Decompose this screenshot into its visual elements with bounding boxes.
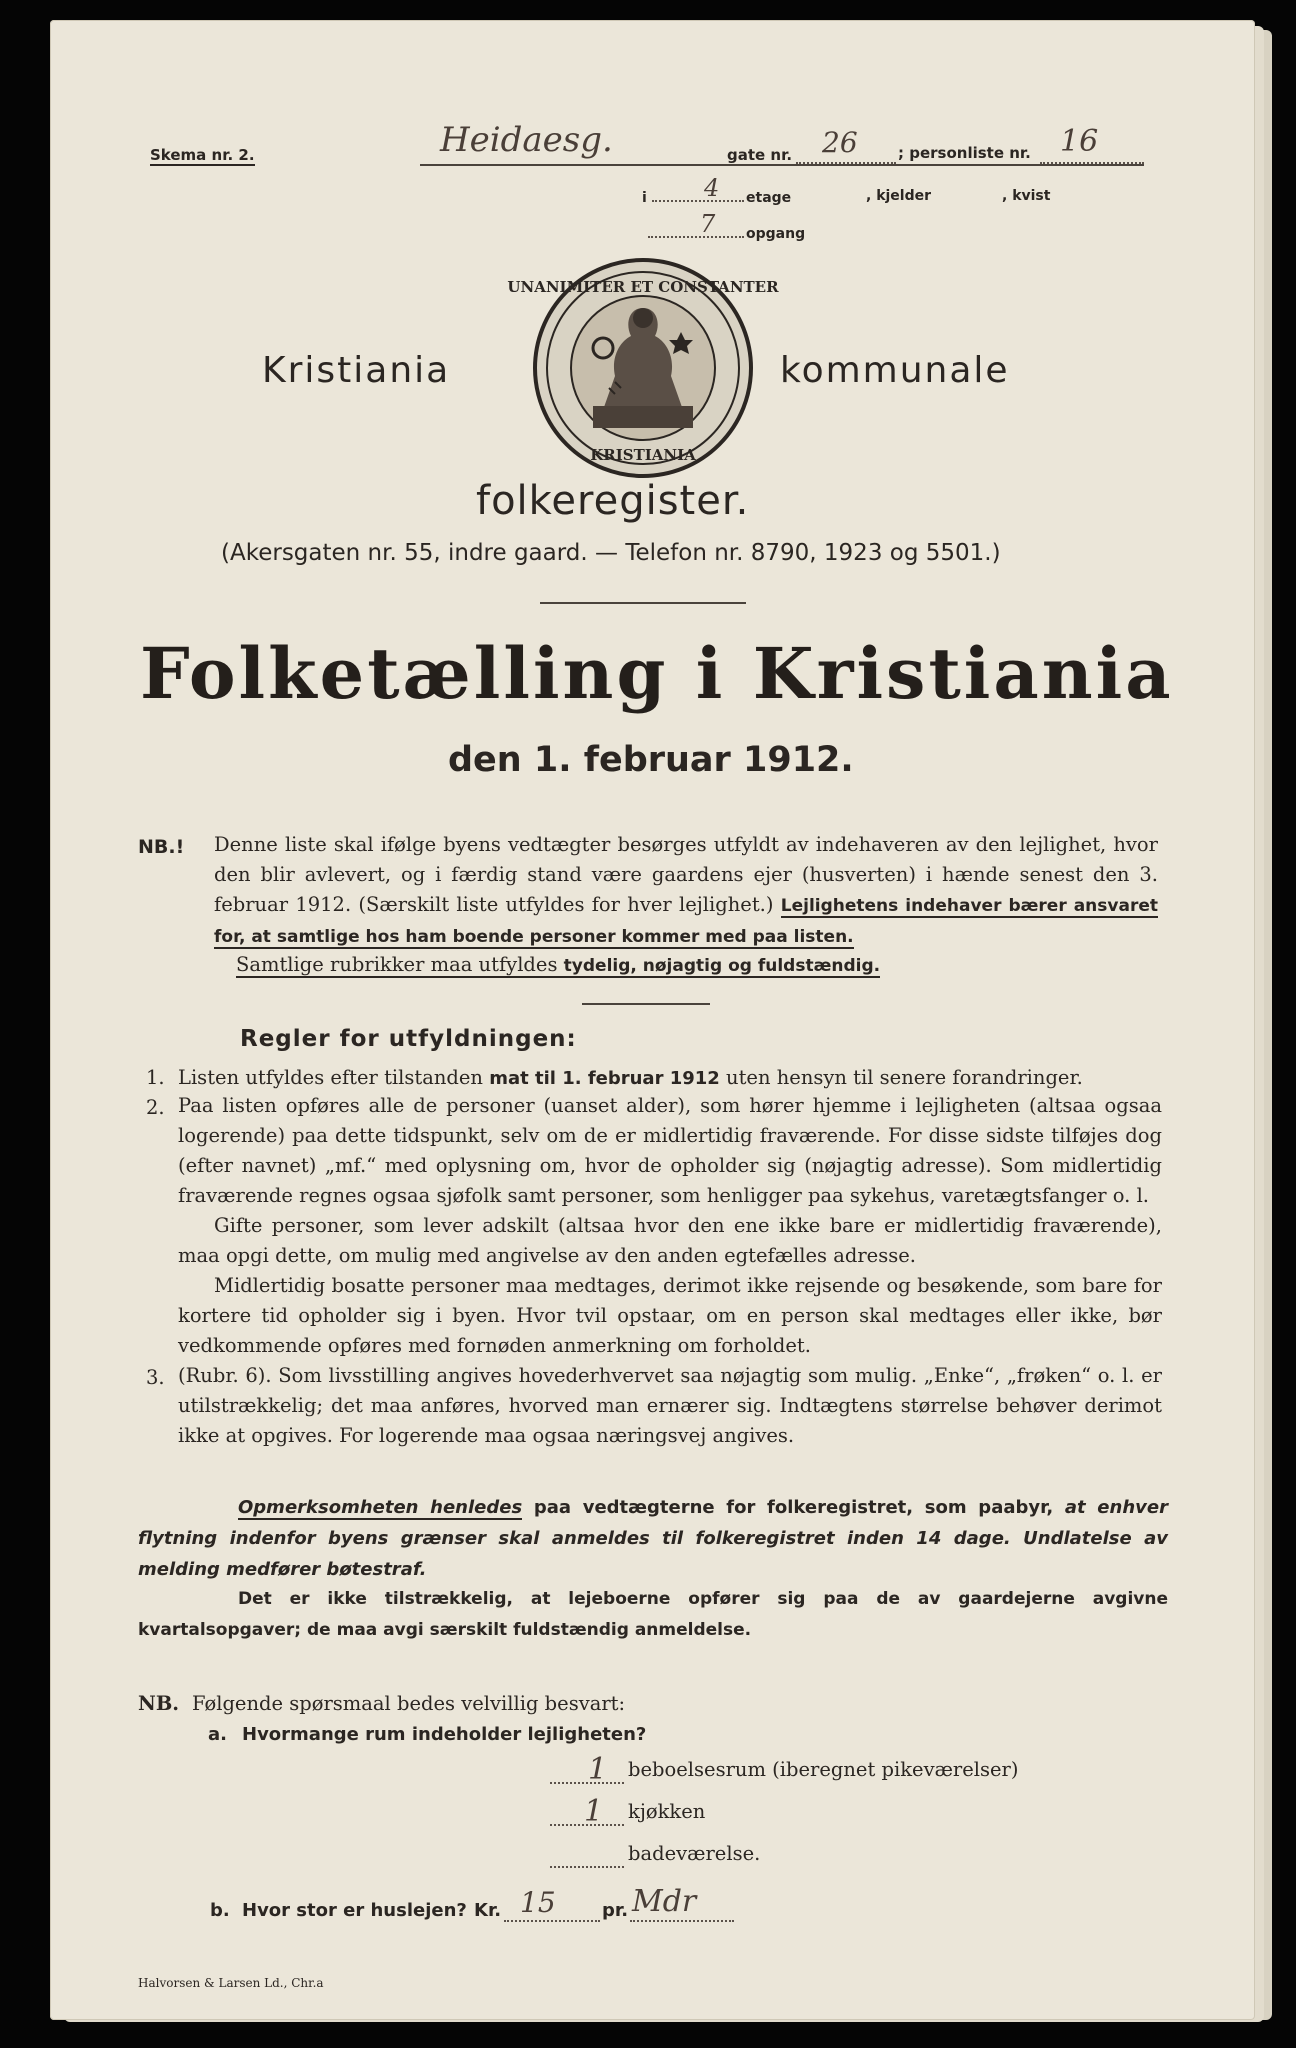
rent-line <box>504 1920 600 1922</box>
rooms-label: beboelsesrum (iberegnet pikeværelser) <box>628 1758 1019 1781</box>
personliste-label: ; personliste nr. <box>898 144 1031 162</box>
rules-heading: Regler for utfyldningen: <box>240 1026 577 1052</box>
personliste-number: 16 <box>1060 124 1099 159</box>
notice-text-3: Det er ikke tilstrækkelig, at lejeboerne opfører sig paa de av gaardejerne avgivne kvartalsopgaver; de maa avgi særskilt fuldstændig anmeldelse. <box>138 1589 1168 1640</box>
question-a-label: a. <box>208 1724 227 1745</box>
kjelder-label: , kjelder <box>866 188 932 204</box>
header-rule <box>420 164 1144 166</box>
printer-footer: Halvorsen & Larsen Ld., Chr.a <box>138 1976 324 1990</box>
nb-intro-label: NB.! <box>138 836 185 858</box>
nb-intro-line2 <box>236 953 880 978</box>
rule-1-a: Listen utfyldes efter tilstanden <box>178 1066 483 1089</box>
rule-1-b: mat til 1. februar 1912 <box>489 1068 720 1089</box>
seal-top-text: UNANIMITER ET CONSTANTER <box>507 278 779 296</box>
period-line <box>630 1920 734 1922</box>
nb-intro-bold: Lejlighetens indehaver bærer ansvaret for, at samtlige hos ham boende personer kommer med paa listen. <box>214 896 1158 947</box>
etage-line <box>652 200 744 202</box>
nb-intro-plain: Denne liste skal ifølge byens vedtægter besørges utfyldt av indehaveren av den lejlighet, hvor den blir avlevert, og i færdig stand være gaardens ejer (husverten) i hænde senest den 3. februar 1912. (Særskilt liste utfyldes for hver lejlighet.) <box>214 833 1158 916</box>
rule-1-c: uten hensyn til senere forandringer. <box>726 1066 1083 1089</box>
question-b-text: Hvor stor er huslejen? <box>242 1900 467 1921</box>
bath-line <box>550 1866 624 1868</box>
kristiania-seal-icon <box>507 256 779 480</box>
divider-2 <box>582 1003 710 1005</box>
period-value: Mdr <box>632 1884 697 1919</box>
street-handwritten: Heidaesg. <box>440 120 613 160</box>
gate-number: 26 <box>822 126 858 159</box>
divider-1 <box>540 602 746 604</box>
main-title: Folketælling i Kristiania <box>140 632 1174 715</box>
rule-2-number: 2. <box>146 1096 165 1119</box>
rule-2-bosatte: Midlertidig bosatte personer maa medtages, derimot ikke rejsende og besøkende, som bare for kortere tid opholder sig i byen. Hvor tvil opstaar, om en person skal medtages eller ikke, bør vedkommende opføres med fornøden anmerkning om forholdet. <box>178 1274 1162 1357</box>
rule-3-number: 3. <box>146 1366 165 1389</box>
census-date: den 1. februar 1912. <box>448 740 854 780</box>
rooms-value: 1 <box>588 1752 608 1787</box>
gate-label: gate nr. <box>727 146 793 164</box>
rent-value: 15 <box>520 1886 556 1919</box>
rule-3-text: (Rubr. 6). Som livsstilling angives hovederhvervet saa nøjagtig som mulig. „Enke“, „frøken“ o. l. er utilstrækkelig; det maa anføres, hvorved man ernærer sig. Indtægtens størrelse behøver derimot ikke at opgives. For logerende maa ogsaa næringsvej angives. <box>178 1364 1162 1447</box>
opgang-value: 7 <box>700 210 716 238</box>
nb-intro-line2-plain: Samtlige rubrikker maa utfyldes <box>236 953 558 976</box>
pr-label: pr. <box>602 1900 629 1921</box>
rule-2-gifte: Gifte personer, som lever adskilt (altsaa hvor den ene ikke bare er midlertidig fraværende), maa opgi dette, om mulig med angivelse av den anden egtefælles adresse. <box>178 1214 1162 1267</box>
bath-label: badeværelse. <box>628 1842 761 1865</box>
title-address: (Akersgaten nr. 55, indre gaard. — Telefon nr. 8790, 1923 og 5501.) <box>221 540 1001 566</box>
opgang-line <box>648 236 744 238</box>
kitchen-value: 1 <box>584 1794 604 1829</box>
questions-label: NB. <box>138 1692 180 1715</box>
opgang-label: opgang <box>746 226 806 242</box>
question-a-text: Hvormange rum indeholder lejligheten? <box>242 1724 647 1745</box>
etage-value: 4 <box>704 174 720 202</box>
questions-intro: Følgende spørsmaal bedes velvillig besvart: <box>192 1692 626 1715</box>
kitchen-label: kjøkken <box>628 1800 706 1823</box>
notice-text-2: at enhver flytning indenfor byens grænser skal anmeldes til folkeregistret inden 14 dage. Undlatelse av melding medfører bøtestraf. <box>138 1497 1168 1580</box>
title-right: kommunale <box>780 350 1010 391</box>
question-b-label: b. <box>210 1900 230 1921</box>
title-subtitle: folkeregister. <box>476 478 750 524</box>
notice-text-1: paa vedtægterne for folkeregistret, som paabyr, <box>533 1497 1054 1518</box>
skema-label: Skema nr. 2. <box>150 146 255 164</box>
notice-text <box>138 1492 1168 1585</box>
rule-2-text: Paa listen opføres alle de personer (uanset alder), som hører hjemme i lejligheten (altsaa ogsaa logerende) paa dette tidspunkt, selv om de er midlertidig fraværende. For disse sidste tilføjes dog (efter navnet) „mf.“ med oplysning om, hvor de opholder sig (nøjagtig adresse). Som midlertidig fraværende regnes ogsaa sjøfolk samt personer, som henligger paa sykehus, varetægtsfanger o. l. <box>178 1094 1162 1207</box>
i-label: i <box>642 190 647 206</box>
rooms-line <box>550 1782 624 1784</box>
nb-intro-text <box>214 830 1158 952</box>
rule-1-text <box>178 1066 1083 1089</box>
kvist-label: , kvist <box>1002 188 1051 204</box>
rule-1-number: 1. <box>146 1066 165 1089</box>
seal-bottom-text: KRISTIANIA <box>590 446 696 464</box>
kr-label: Kr. <box>474 1900 502 1921</box>
notice-lead: Opmerksomheten henledes <box>238 1497 523 1518</box>
nb-intro-line2-bold: tydelig, nøjagtig og fuldstændig. <box>563 956 881 976</box>
etage-label: etage <box>746 190 792 206</box>
title-left: Kristiania <box>262 350 451 391</box>
